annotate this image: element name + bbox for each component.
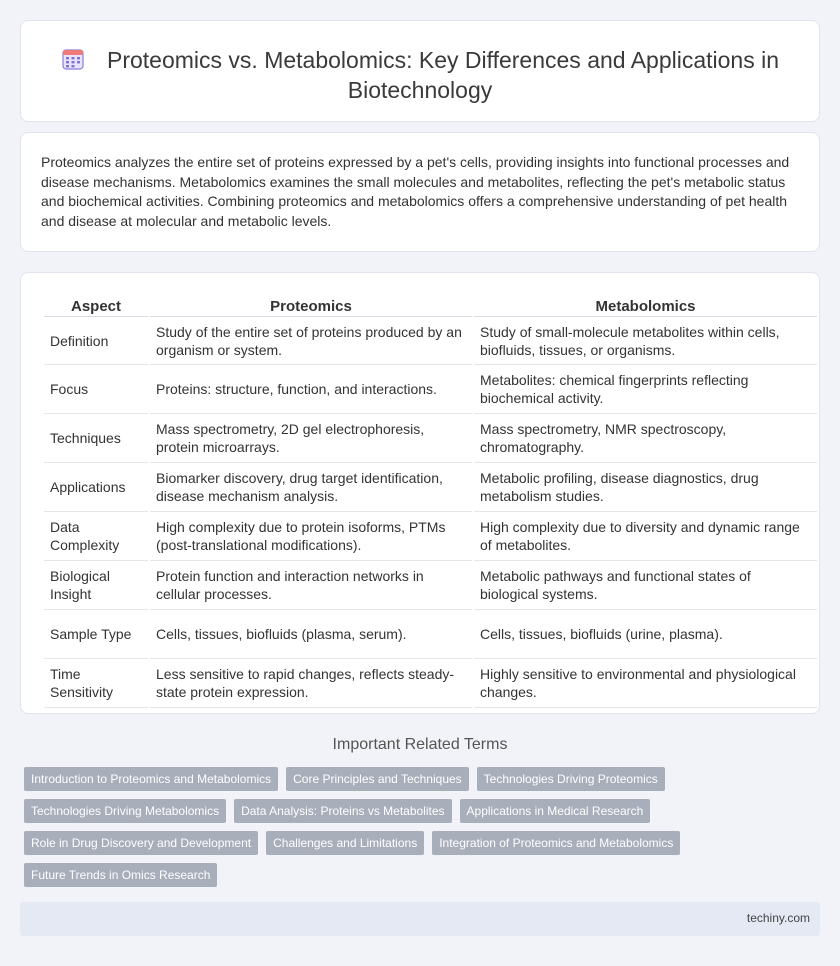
- aspect-cell: Definition: [44, 317, 148, 365]
- comparison-table: [42, 295, 819, 708]
- metabolomics-cell: Highly sensitive to environmental and physiological changes.: [474, 659, 817, 708]
- related-term-tag[interactable]: Role in Drug Discovery and Development: [24, 831, 258, 855]
- page-title-container: [21, 45, 819, 105]
- metabolomics-cell: Metabolic pathways and functional states of biological systems.: [474, 561, 817, 610]
- header-aspect: Aspect: [44, 295, 148, 317]
- proteomics-cell: Cells, tissues, biofluids (plasma, serum).: [150, 610, 472, 659]
- table-row: [44, 610, 817, 659]
- metabolomics-cell: Metabolic profiling, disease diagnostics, drug metabolism studies.: [474, 463, 817, 512]
- aspect-cell: Focus: [44, 365, 148, 414]
- related-term-tag[interactable]: Applications in Medical Research: [460, 799, 651, 823]
- table-row: [44, 512, 817, 561]
- table-header-row: [44, 295, 817, 317]
- page-title: Proteomics vs. Metabolomics: Key Differences and Applications in Biotechnology: [107, 47, 779, 103]
- title-card: [20, 20, 820, 122]
- aspect-cell: Biological Insight: [44, 561, 148, 610]
- related-terms-heading: Important Related Terms: [332, 736, 508, 753]
- aspect-cell: Techniques: [44, 414, 148, 463]
- proteomics-cell: Proteins: structure, function, and interactions.: [150, 365, 472, 414]
- table-row: [44, 463, 817, 512]
- proteomics-cell: Less sensitive to rapid changes, reflects steady-state protein expression.: [150, 659, 472, 708]
- proteomics-cell: High complexity due to protein isoforms, PTMs (post-translational modifications).: [150, 512, 472, 561]
- aspect-cell: Sample Type: [44, 610, 148, 659]
- related-term-tag[interactable]: Integration of Proteomics and Metabolomics: [432, 831, 680, 855]
- proteomics-cell: Biomarker discovery, drug target identification, disease mechanism analysis.: [150, 463, 472, 512]
- calendar-grid-icon: [61, 47, 85, 71]
- table-row: [44, 414, 817, 463]
- related-terms-list: [24, 767, 814, 895]
- table-row: [44, 365, 817, 414]
- aspect-cell: Applications: [44, 463, 148, 512]
- aspect-cell: Data Complexity: [44, 512, 148, 561]
- comparison-card: [20, 272, 820, 714]
- metabolomics-cell: Study of small-molecule metabolites within cells, biofluids, tissues, or organisms.: [474, 317, 817, 365]
- related-term-tag[interactable]: Core Principles and Techniques: [286, 767, 469, 791]
- proteomics-cell: Mass spectrometry, 2D gel electrophoresis, protein microarrays.: [150, 414, 472, 463]
- related-term-tag[interactable]: Technologies Driving Proteomics: [477, 767, 665, 791]
- intro-paragraph: Proteomics analyzes the entire set of proteins expressed by a pet's cells, providing insights into functional processes and disease mechanisms. Metabolomics examines the small molecules and metabolites, reflecting the pet's metabolic status and biochemical activities. Combining proteomics and metabolomics offers a comprehensive understanding of pet health and disease at molecular and metabolic levels.: [41, 154, 790, 229]
- metabolomics-cell: Mass spectrometry, NMR spectroscopy, chromatography.: [474, 414, 817, 463]
- metabolomics-cell: Cells, tissues, biofluids (urine, plasma).: [474, 610, 817, 659]
- related-term-tag[interactable]: Challenges and Limitations: [266, 831, 424, 855]
- header-proteomics: Proteomics: [150, 295, 472, 317]
- metabolomics-cell: High complexity due to diversity and dynamic range of metabolites.: [474, 512, 817, 561]
- metabolomics-cell: Metabolites: chemical fingerprints reflecting biochemical activity.: [474, 365, 817, 414]
- proteomics-cell: Protein function and interaction networks in cellular processes.: [150, 561, 472, 610]
- table-row: [44, 561, 817, 610]
- proteomics-cell: Study of the entire set of proteins produced by an organism or system.: [150, 317, 472, 365]
- table-row: [44, 659, 817, 708]
- header-metabolomics: Metabolomics: [474, 295, 817, 317]
- aspect-cell: Time Sensitivity: [44, 659, 148, 708]
- table-row: [44, 317, 817, 365]
- footer-bar: [20, 902, 820, 936]
- footer-site-link[interactable]: techiny.com: [746, 911, 810, 925]
- related-term-tag[interactable]: Future Trends in Omics Research: [24, 863, 217, 887]
- related-term-tag[interactable]: Technologies Driving Metabolomics: [24, 799, 226, 823]
- intro-card: [20, 132, 820, 252]
- related-term-tag[interactable]: Data Analysis: Proteins vs Metabolites: [234, 799, 451, 823]
- related-term-tag[interactable]: Introduction to Proteomics and Metabolomics: [24, 767, 278, 791]
